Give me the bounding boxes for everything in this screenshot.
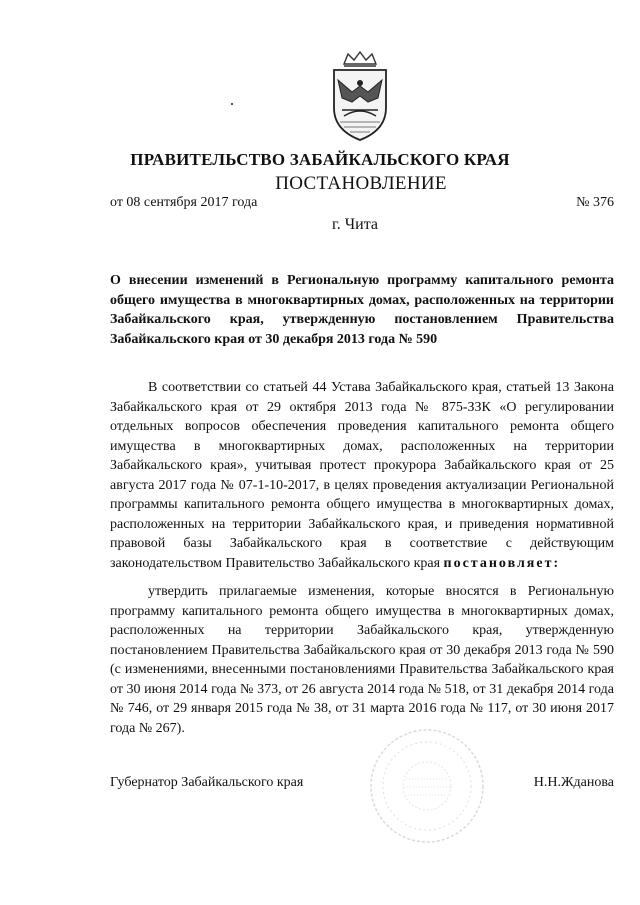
preamble-text: В соответствии со статьей 44 Устава Забайкальского края, статьей 13 Закона Забайкальского края от 29 октября 2013 года № 875-ЗЗК «О регулировании отдельных вопросов обеспечения проведения капитального ремонта общего имущества в многоквартирных домах, расположенных на территории Забайкальского края», учитывая протест прокурора Забайкальского края от 25 августа 2017 года № 07-1-10-2017, в целях проведения актуализации Региональной программы капитального ремонта общего имущества в многоквартирных домах, расположенных на территории Забайкальского края, и приведения нормативной правовой базы Забайкальского края в соответствие с действующим законодательством Правительство Забайкальского края xyxy=(110,380,614,571)
official-round-stamp-icon xyxy=(366,727,488,845)
scan-speck xyxy=(231,103,233,105)
document-city: г. Чита xyxy=(331,216,378,233)
preamble-paragraph xyxy=(110,378,614,573)
document-type-heading: ПОСТАНОВЛЕНИЕ xyxy=(275,173,447,194)
document-title: О внесении изменений в Региональную программу капитального ремонта общего имущества в многоквартирных домах, расположенных на территории Забайкальского края, утвержденную постановлением Правительства Забайкальского края от 30 декабря 2013 года № 590 xyxy=(110,273,614,347)
zabaikalsky-krai-coat-of-arms-icon xyxy=(322,50,398,142)
document-number: № 376 xyxy=(576,195,614,210)
signer-position: Губернатор Забайкальского края xyxy=(110,775,304,790)
document-date: от 08 сентября 2017 года xyxy=(110,195,258,210)
resolution-paragraph: утвердить прилагаемые изменения, которые вносятся в Региональную программу капитального ремонта общего имущества в многоквартирных домах, расположенных на территории Забайкальского края, утвержденную постановлением Правительства Забайкальского края от 30 декабря 2013 года № 590 (с изменениями, внесенными постановлениями Правительства Забайкальского края от 30 июня 2014 года № 373, от 26 августа 2014 года № 518, от 31 декабря 2014 года № 746, от 29 января 2015 года № 38, от 31 марта 2016 года № 117, от 30 июня 2017 года № 267). xyxy=(110,584,614,736)
resolves-keyword: постановляет: xyxy=(443,555,561,571)
signer-name: Н.Н.Жданова xyxy=(533,775,614,790)
organization-heading: ПРАВИТЕЛЬСТВО ЗАБАЙКАЛЬСКОГО КРАЯ xyxy=(130,150,510,169)
